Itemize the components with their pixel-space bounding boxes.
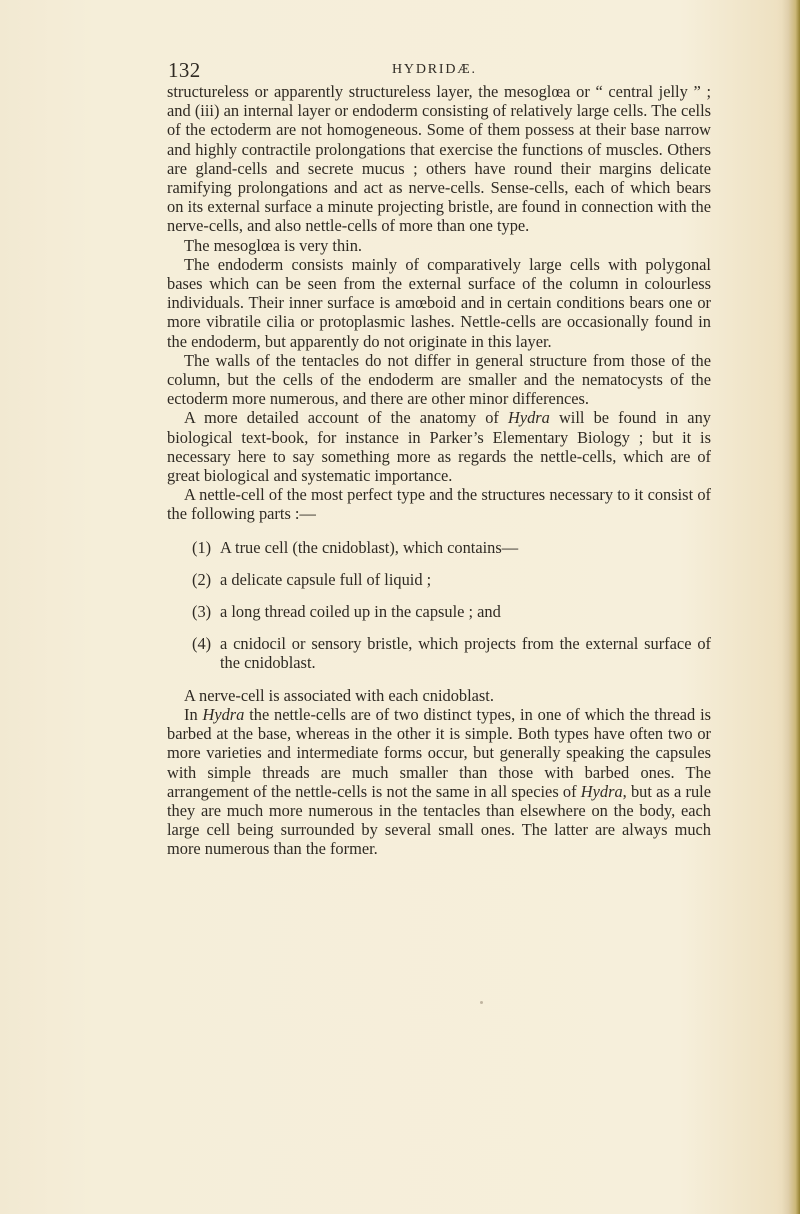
page-body <box>167 82 711 859</box>
list-item-number: (4) <box>192 634 212 654</box>
list-item-text: A true cell (the cnidoblast), which contains— <box>220 537 519 557</box>
paragraph-3: The endoderm consists mainly of comparatively large cells with polygonal bases which can be seen from the external surface of the column in colourless individuals. Their inner surface is amœboid and in certain conditions bears one or more vibratile cilia or protoplasmic lashes. Nettle-cells are occasionally found in the endoderm, but apparently do not originate in this layer. <box>167 254 711 351</box>
list-item <box>167 602 711 621</box>
list-item-text: a delicate capsule full of liquid ; <box>220 569 432 589</box>
paragraph-after-list-2-text-end: , but as a rule they are much more numerous in the tentacles than elsewhere on the body, each large cell being surrounded by several small ones. The latter are always much more numerous than the former. <box>167 781 711 859</box>
paragraph-after-list-2 <box>167 705 711 859</box>
list-item <box>167 538 711 557</box>
page-mark <box>480 1001 483 1004</box>
nettle-cell-parts-list <box>167 538 711 673</box>
paragraph-5 <box>167 408 711 485</box>
list-item-number: (1) <box>192 537 212 557</box>
list-item-text: a cnidocil or sensory bristle, which projects from the external surface of the cnidoblast. <box>220 634 711 673</box>
list-item <box>167 570 711 589</box>
list-item-number: (3) <box>192 602 212 622</box>
running-head: HYDRIDÆ. <box>392 62 477 77</box>
list-item <box>167 634 711 672</box>
page-edge-shadow <box>782 0 800 1214</box>
paragraph-4: The walls of the tentacles do not differ in general structure from those of the column, but the cells of the endoderm are smaller and the nematocysts of the ectoderm more numerous, and there are other minor differences. <box>167 350 711 409</box>
paragraph-2: The mesoglœa is very thin. <box>184 235 362 255</box>
paragraph-5-text-after: will be found in any biological text-book, for instance in Parker’s Elementary Biology ; but it is necessary here to say something more as regards the nettle-cells, which are of great biological and systematic importance. <box>167 408 711 486</box>
paragraph-1: structureless or apparently structureless layer, the mesoglœa or “ central jelly ” ; and (iii) an internal layer or endoderm consisting of relatively large cells. The cells of the ectoderm are not homogeneous. Some of them possess at their base narrow and highly contractile prolongations that exercise the functions of muscles. Others are gland-cells and secrete mucus ; others have round their margins delicate ramifying prolongations and act as nerve-cells. Sense-cells, each of which bears on its external surface a minute projecting bristle, are found in connection with the nerve-cells, and also nettle-cells of more than one type. <box>167 82 711 236</box>
paragraph-5-text-before: A more detailed account of the anatomy of <box>184 408 508 428</box>
list-item-text: a long thread coiled up in the capsule ; and <box>220 602 501 622</box>
page-number: 132 <box>168 58 201 82</box>
paragraph-after-list-2-italic-2: Hydra <box>580 781 623 801</box>
list-item-number: (2) <box>192 569 212 589</box>
paragraph-5-italic: Hydra <box>507 408 550 428</box>
paragraph-after-list-2-text-before: In <box>184 704 203 724</box>
paragraph-6: A nettle-cell of the most perfect type and the structures necessary to it consist of the following parts :— <box>167 485 711 524</box>
paragraph-after-list-2-italic: Hydra <box>202 704 245 724</box>
paragraph-after-list-2-text-after: the nettle-cells are of two distinct types, in one of which the thread is barbed at the base, whereas in the other it is simple. Both types have often two or more varieties and intermediate forms occur, but generally speaking the capsules with simple threads are much smaller than those with barbed ones. The arrangement of the nettle-cells is not the same in all species of <box>167 704 711 801</box>
paragraph-after-list-1: A nerve-cell is associated with each cnidoblast. <box>184 685 494 705</box>
